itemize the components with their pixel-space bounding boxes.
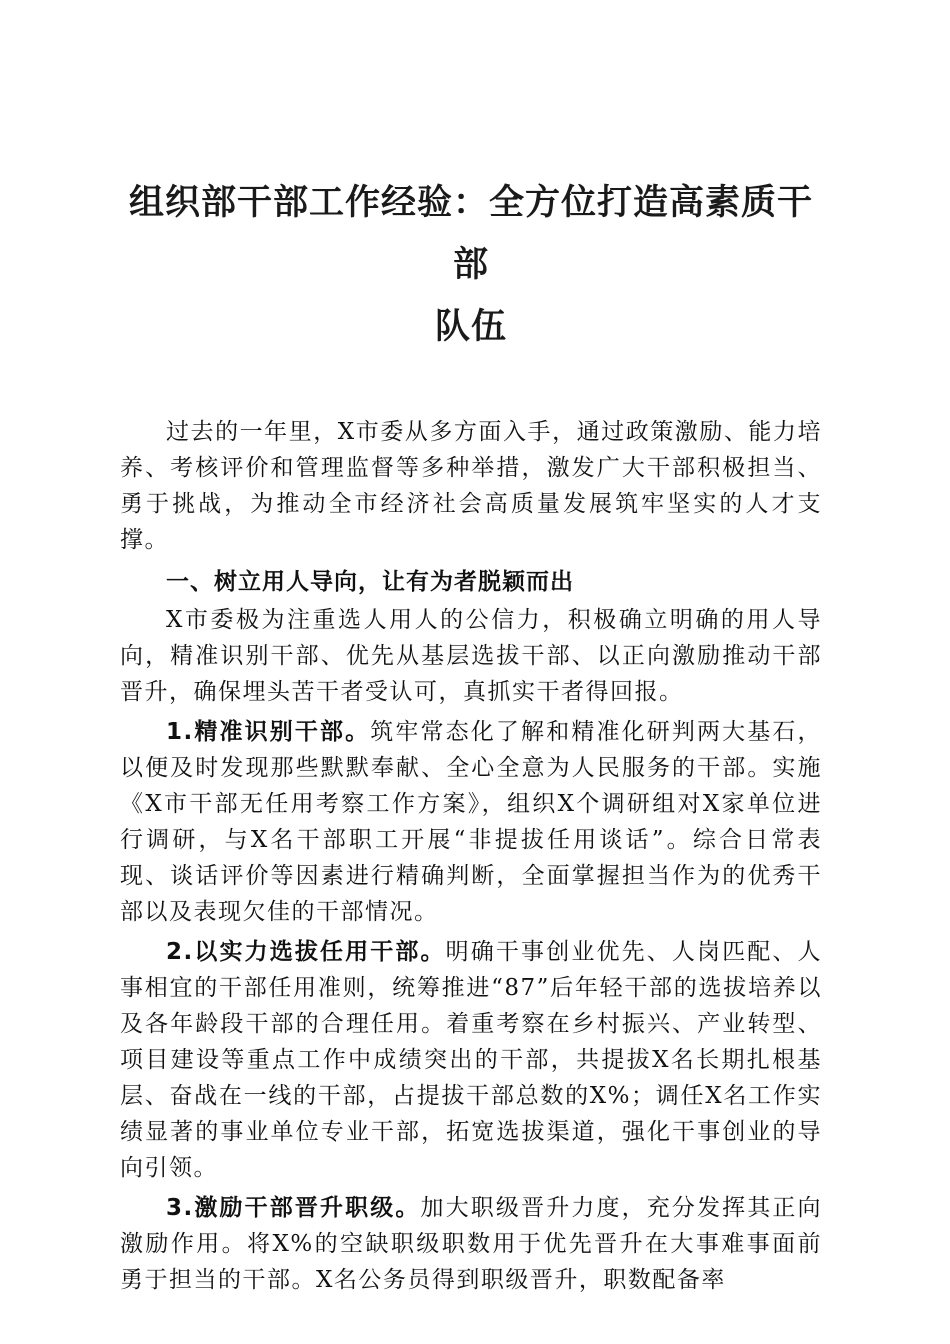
section-heading-1: 一、树立用人导向，让有为者脱颖而出 [166,569,574,595]
item-3-paragraph [120,1190,822,1298]
item-1-lead: 1.精准识别干部。 [166,719,371,745]
item-3-lead: 3.激励干部晋升职级。 [166,1195,421,1221]
section-1-paragraph: X市委极为注重选人用人的公信力，积极确立明确的用人导向，精准识别干部、优先从基层选拔干部、以正向激励推动干部晋升，确保埋头苦干者受认可，真抓实干者得回报。 [120,607,822,705]
document-title [120,172,822,358]
document-body [120,414,822,1298]
intro-paragraph: 过去的一年里，X市委从多方面入手，通过政策激励、能力培养、考核评价和管理监督等多种举措，激发广大干部积极担当、勇于挑战，为推动全市经济社会高质量发展筑牢坚实的人才支撑。 [120,419,822,553]
title-line-2: 队伍 [434,307,507,347]
item-2-paragraph [120,934,822,1186]
item-1-paragraph [120,714,822,930]
item-1-text: 筑牢常态化了解和精准化研判两大基石，以便及时发现那些默默奉献、全心全意为人民服务的干部。实施《X市干部无任用考察工作方案》，组织X个调研组对X家单位进行调研，与X名干部职工开展“非提拔任用谈话”。综合日常表现、谈话评价等因素进行精确判断，全面掌握担当作为的优秀干部以及表现欠佳的干部情况。 [120,719,822,925]
item-3-text: 加大职级晋升力度，充分发挥其正向激励作用。将X%的空缺职级职数用于优先晋升在大事难事面前勇于担当的干部。X名公务员得到职级晋升，职数配备率 [120,1195,822,1293]
item-2-text: 明确干事创业优先、人岗匹配、人事相宜的干部任用准则，统筹推进“87”后年轻干部的选拔培养以及各年龄段干部的合理任用。着重考察在乡村振兴、产业转型、项目建设等重点工作中成绩突出的干部，共提拔X名长期扎根基层、奋战在一线的干部，占提拔干部总数的X%；调任X名工作实绩显著的事业单位专业干部，拓宽选拔渠道，强化干事创业的导向引领。 [120,939,822,1181]
item-2-lead: 2.以实力选拔任用干部。 [166,939,446,965]
title-line-1: 组织部干部工作经验：全方位打造高素质干部 [128,183,813,285]
